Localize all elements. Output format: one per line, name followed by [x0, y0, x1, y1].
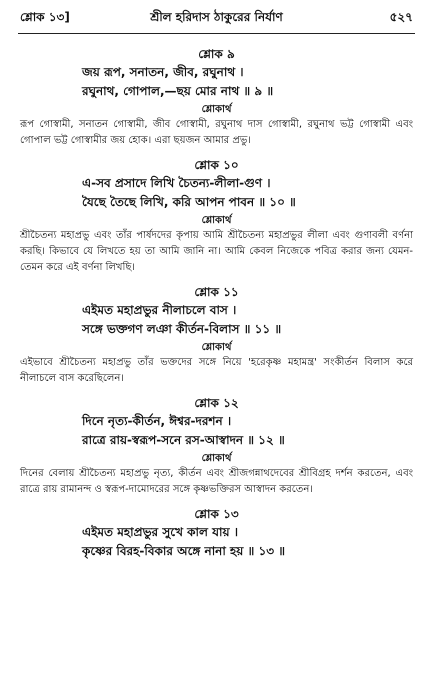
- header-rule: [18, 33, 415, 34]
- translation-label: শ্লোকার্থ: [201, 104, 232, 115]
- verse-line: যৈছে তৈছে লিখি, করি আপন পাবন ॥ ১০ ॥: [82, 195, 296, 209]
- translation-label: শ্লোকার্থ: [201, 215, 232, 226]
- header-page-number: ৫২৭: [389, 10, 413, 24]
- verse-line: এইমত মহাপ্রভুর নীলাচলে বাস ।: [82, 303, 237, 317]
- translation-label: শ্লোকার্থ: [201, 453, 232, 464]
- verse-line: জয় রূপ, সনাতন, জীব, রঘুনাথ ।: [82, 65, 244, 79]
- page-content: [20, 46, 413, 561]
- verse-section-10: [20, 157, 413, 276]
- verse-label: শ্লোক ১৩: [194, 507, 239, 521]
- verse-section-9: [20, 46, 413, 149]
- verse-line: সঙ্গে ভক্তগণ লঞা কীর্তন-বিলাস ॥ ১১ ॥: [82, 322, 282, 336]
- verse-line: এ-সব প্রসাদে লিখি চৈতন্য-লীলা-গুণ ।: [82, 176, 271, 190]
- verse-label: শ্লোক ১১: [194, 285, 239, 299]
- translation-text: এইভাবে শ্রীচৈতন্য মহাপ্রভু তাঁর ভক্তদের সঙ্গে নিয়ে 'হরেকৃষ্ণ মহামন্ত্র' সংকীর্তন বিলাস করে নীলাচলে বাস করেছিলেন।: [20, 357, 413, 384]
- header-chapter-title: শ্রীল হরিদাস ঠাকুরের নির্যাণ: [150, 10, 283, 24]
- translation-text: শ্রীচৈতন্য মহাপ্রভু এবং তাঁর পার্ষদদের কৃপায় আমি শ্রীচৈতন্য মহাপ্রভুর লীলা এবং গুণাবলী বর্ণনা করছি। কিভাবে যে লিখতে হয় তা আমি জানি না। আমি কেবল নিজেকে পবিত্র করার জন্য যেমন-তেমন করে এই বর্ণনা লিখছি।: [20, 230, 413, 273]
- verse-section-12: [20, 395, 413, 498]
- verse-section-11: [20, 284, 413, 387]
- verse-line: কৃষ্ণের বিরহ-বিকার অঙ্গে নানা হয় ॥ ১৩ ॥: [82, 544, 286, 558]
- verse-label: শ্লোক ৯: [198, 47, 235, 61]
- verse-line: এইমত মহাপ্রভুর সুখে কাল যায় ।: [82, 525, 239, 539]
- translation-text: দিনের বেলায় শ্রীচৈতন্য মহাপ্রভু নৃত্য, কীর্তন এবং শ্রীজগন্নাথদেবের শ্রীবিগ্রহ দর্শন করতেন, এবং রাত্রে রায় রামানন্দ ও স্বরূপ-দামোদরের সঙ্গে কৃষ্ণভক্তিরস আস্বাদন করতেন।: [20, 468, 413, 495]
- verse-line: রাত্রে রায়-স্বরূপ-সনে রস-আস্বাদন ॥ ১২ ॥: [82, 433, 285, 447]
- running-header: [20, 9, 413, 31]
- translation-label: শ্লোকার্থ: [201, 342, 232, 353]
- verse-section-13: [20, 506, 413, 561]
- header-verse-ref: শ্লোক ১৩]: [20, 10, 70, 24]
- verse-line: রঘুনাথ, গোপাল,—ছয় মোর নাথ ॥ ৯ ॥: [82, 84, 274, 98]
- verse-label: শ্লোক ১০: [194, 158, 239, 172]
- verse-line: দিনে নৃত্য-কীর্তন, ঈশ্বর-দরশন ।: [82, 414, 232, 428]
- translation-text: রূপ গোস্বামী, সনাতন গোস্বামী, জীব গোস্বামী, রঘুনাথ দাস গোস্বামী, রঘুনাথ ভট্ট গোস্বামী এবং গোপাল ভট্ট গোস্বামীর জয় হোক। এরা ছয়জন আমার প্রভু।: [20, 119, 413, 146]
- verse-label: শ্লোক ১২: [194, 396, 239, 410]
